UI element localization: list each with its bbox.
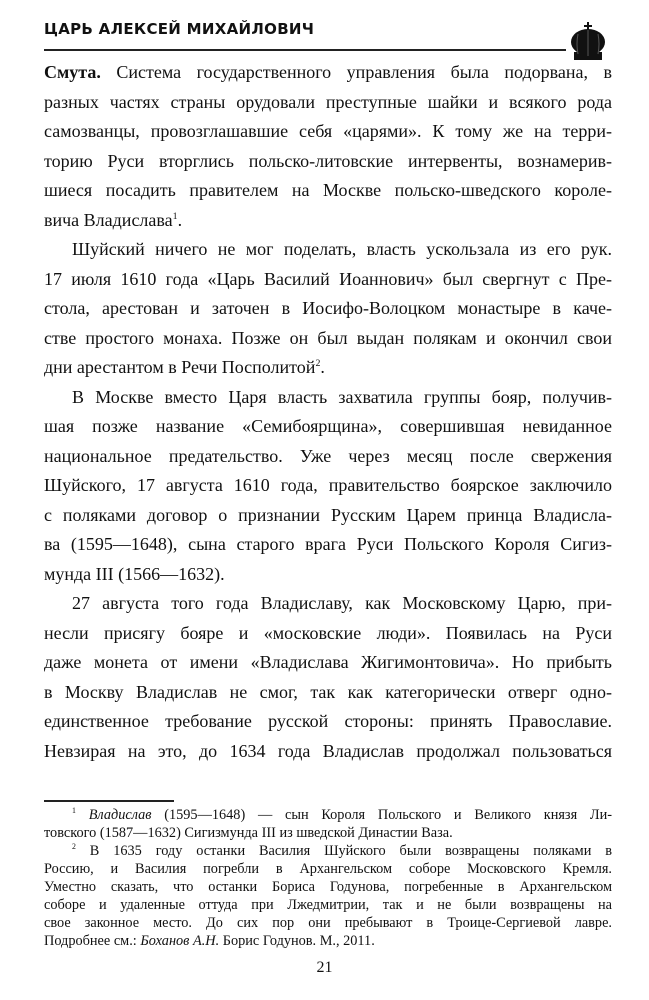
text-line [44, 58, 612, 88]
footnote-line [44, 806, 612, 824]
text-run: Уместно сказать, что останки Бориса Годунова, погребенные в Архангельском [44, 879, 612, 895]
text-run: В Москве вместо Царя власть захватила группы бояр, получив- [72, 386, 612, 407]
text-run: свое законное место. До сих пор они пребывают в Троице-Сергиевой лавре. [44, 915, 612, 931]
footnote-line [44, 914, 612, 932]
text-run: Шуйского, 17 августа 1610 года, правительство боярское заключило [44, 475, 612, 495]
text-line [44, 442, 612, 472]
text-run: шая позже название «Семибоярщина», совершившая невиданное [44, 416, 612, 436]
footnote-line [44, 860, 612, 878]
running-header: ЦАРЬ АЛЕКСЕЙ МИХАЙЛОВИЧ [44, 20, 315, 38]
page-number: 21 [316, 959, 333, 976]
footnote-line [44, 842, 612, 860]
text-run: ва (1595—1648), сына старого врага Руси Польского Короля Сигиз- [44, 534, 612, 554]
text-line [44, 560, 612, 590]
text-run: товского (1587—1632) Сигизмунда III из шведской Династии Ваза. [44, 825, 453, 841]
text-run: В 1635 году останки Василия Шуйского были возвращены поляками в [75, 843, 612, 859]
text-line [44, 619, 612, 649]
text-line [44, 206, 612, 236]
text-line [44, 707, 612, 737]
footnotes [44, 806, 612, 950]
text-run: в Москву Владислав не смог, так как категорически отверг одно- [44, 681, 612, 702]
footnote-ref: 1 [72, 806, 76, 816]
text-line [44, 176, 612, 206]
main-text [44, 58, 612, 766]
text-run: даже монета от имени «Владислава Жигимонтовича». Но прибыть [44, 652, 612, 672]
text-line [44, 383, 612, 413]
text-line [44, 88, 612, 118]
text-line [44, 294, 612, 324]
text-run: . [320, 357, 325, 377]
text-run: разных частях страны орудовали преступные шайки и всякого рода [44, 91, 612, 112]
text-run: дни арестантом в Речи Посполитой [44, 357, 316, 377]
footnote-ref: 2 [315, 358, 321, 369]
footnote-line [44, 896, 612, 914]
text-run: стола, арестован и заточен в Иосифо-Волоцком монастыре в каче- [44, 298, 612, 318]
text-run: национальное предательство. Уже через месяц после свержения [44, 445, 612, 466]
text-line [44, 265, 612, 295]
text-run: Россию, и Василия погребли в Архангельском соборе Московского Кремля. [44, 861, 612, 877]
text-run: соборе и удаленные оттуда при Лжедмитрии, так и не были возвращены на [44, 897, 612, 913]
text-run: Шуйский ничего не мог поделать, власть ускользала из его рук. [72, 239, 612, 259]
text-run: единственное требование русской стороны: принять Православие. [44, 711, 612, 731]
text-run: Борис Годунов. М., 2011. [219, 933, 375, 949]
text-line [44, 412, 612, 442]
italic-term: Владислав [88, 807, 152, 823]
text-line [44, 324, 612, 354]
header-rule [44, 49, 566, 51]
italic-term: Боханов А.Н. [140, 933, 220, 949]
footnote-rule [44, 800, 174, 802]
text-line [44, 589, 612, 619]
text-run: (1595—1648) — сын Короля Польского и Великого князя Ли- [151, 807, 612, 823]
text-line [44, 471, 612, 501]
text-run: торию Руси вторглись польско-литовские интервенты, вознамерив- [44, 150, 612, 171]
text-line [44, 737, 612, 767]
footnote-line [44, 932, 612, 950]
text-line [44, 117, 612, 147]
text-run: Система государственного управления была подорвана, в [100, 62, 612, 82]
footnote-ref: 1 [172, 210, 178, 222]
text-line [44, 648, 612, 678]
text-run: с поляками договор о признании Русским Царем принца Владисла- [44, 504, 612, 525]
footnote-line [44, 824, 612, 842]
text-line [44, 235, 612, 265]
footnote-line [44, 878, 612, 896]
text-run: Невзирая на это, до 1634 года Владислав продолжал пользоваться [44, 740, 612, 761]
text-line [44, 678, 612, 708]
text-line [44, 501, 612, 531]
text-line [44, 353, 612, 383]
text-run: . [177, 209, 183, 230]
text-run: несли присягу бояре и «московские люди». Появилась на Руси [44, 622, 612, 643]
text-line [44, 530, 612, 560]
text-run [76, 807, 89, 823]
text-line [44, 147, 612, 177]
text-run: самозванцы, провозглашавшие себя «царями». К тому же на терри- [44, 121, 612, 141]
bold-lead: Смута. [44, 62, 101, 82]
footnote-ref: 2 [72, 842, 76, 852]
text-run: 17 июля 1610 года «Царь Василий Иоаннович» был свергнут с Пре- [44, 268, 612, 289]
text-run: мунда III (1566—1632). [44, 563, 225, 584]
text-run: вича Владислава [44, 209, 173, 230]
text-run: Подробнее см.: [44, 933, 141, 949]
text-run: стве простого монаха. Позже он был выдан полякам и окончил свои [44, 327, 612, 348]
text-run: 27 августа того года Владиславу, как Московскому Царю, при- [72, 593, 612, 613]
text-run: шиеся посадить правителем на Москве польско-шведского короле- [44, 180, 612, 200]
